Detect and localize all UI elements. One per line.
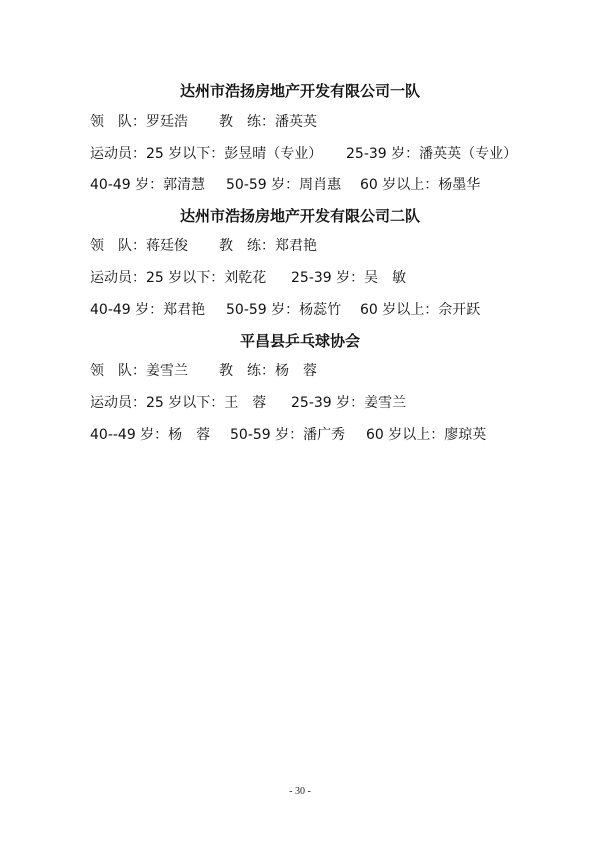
athletes-under-25: 运动员：25 岁以下：刘乾花 [90, 270, 267, 286]
coach-text: 教 练：郑君艳 [219, 238, 317, 254]
page-number: - 30 - [289, 786, 311, 797]
team-title: 平昌县乒乓球协会 [239, 332, 360, 350]
athletes-25-39: 25-39 岁：吴 敏 [291, 270, 407, 286]
coach-text: 教 练：潘英英 [219, 114, 317, 130]
athletes-40-49: 40-49 岁：郑君艳 [90, 302, 206, 318]
athletes-40-49: 40--49 岁：杨 蓉 [90, 427, 211, 443]
coach-text: 教 练：杨 蓉 [219, 363, 317, 379]
team-title: 达州市浩扬房地产开发有限公司二队 [179, 207, 420, 225]
athletes-under-25: 运动员：25 岁以下：彭昱晴（专业） [90, 146, 323, 162]
athletes-40-49: 40-49 岁：郭清慧 [90, 177, 206, 193]
athletes-50-59: 50-59 岁：杨蕊竹 [226, 302, 342, 318]
athletes-60-plus: 60 岁以上：廖琼英 [366, 427, 487, 443]
athletes-50-59: 50-59 岁：周肖惠 [226, 177, 342, 193]
athletes-60-plus: 60 岁以上：佘开跃 [360, 302, 481, 318]
athletes-50-59: 50-59 岁：潘广秀 [230, 427, 346, 443]
athletes-25-39: 25-39 岁：潘英英（专业） [346, 146, 518, 162]
leader-text: 领 队：姜雪兰 [90, 363, 188, 379]
athletes-25-39: 25-39 岁：姜雪兰 [291, 395, 407, 411]
team-title: 达州市浩扬房地产开发有限公司一队 [179, 82, 420, 100]
leader-text: 领 队：罗廷浩 [90, 114, 188, 130]
athletes-60-plus: 60 岁以上：杨墨华 [360, 177, 481, 193]
leader-text: 领 队：蒋廷俊 [90, 238, 188, 254]
athletes-under-25: 运动员：25 岁以下：王 蓉 [90, 395, 267, 411]
